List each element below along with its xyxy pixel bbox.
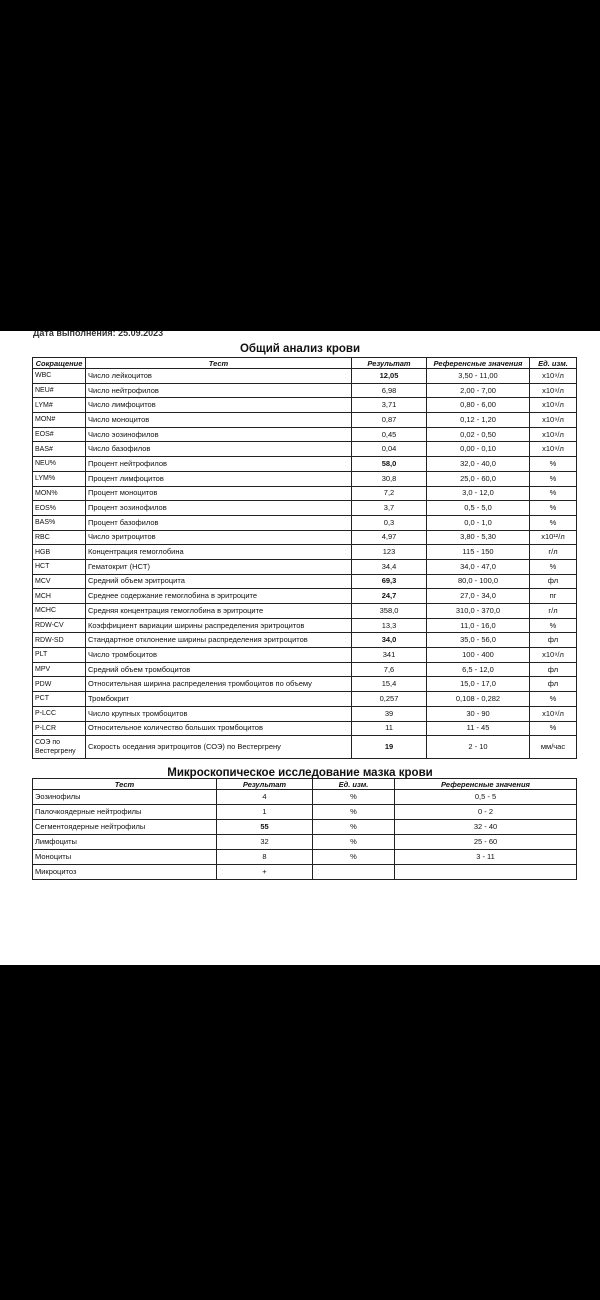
table-header-row [33,779,577,790]
cell-abbr: RDW-SD [33,633,86,648]
cell-result: 0,257 [352,692,427,707]
cell-reference: 27,0 - 34,0 [427,589,530,604]
header-reference: Референсные значения [427,358,530,369]
cell-result: 8 [217,850,313,865]
cell-test: Число лейкоцитов [86,369,352,384]
cell-test: Число моноцитов [86,413,352,428]
cell-unit: % [313,790,395,805]
cell-unit: x10⁹/л [530,369,577,384]
report-date-line: Дата выполнения: 25.09.2023 [33,331,164,338]
cell-reference: 32,0 - 40,0 [427,457,530,472]
cell-unit: % [530,721,577,736]
cell-reference: 15,0 - 17,0 [427,677,530,692]
cell-reference: 0,02 - 0,50 [427,427,530,442]
cell-result: 0,45 [352,427,427,442]
cell-abbr: BAS% [33,515,86,530]
cell-reference [395,865,577,880]
header-unit: Ед. изм. [530,358,577,369]
cell-result: 15,4 [352,677,427,692]
table-row [33,398,577,413]
cell-test: Число эозинофилов [86,427,352,442]
table-row [33,648,577,663]
table-row [33,369,577,384]
header-test: Тест [86,358,352,369]
smear-table [32,778,577,880]
cell-result: 4,97 [352,530,427,545]
cell-test: Эозинофилы [33,790,217,805]
cell-abbr: MON# [33,413,86,428]
cell-abbr: MCV [33,574,86,589]
cell-reference: 32 - 40 [395,820,577,835]
cell-test: Коэффициент вариации ширины распределения эритроцитов [86,618,352,633]
cell-unit: x10⁹/л [530,383,577,398]
cell-reference: 0,5 - 5,0 [427,501,530,516]
cell-test: Процент моноцитов [86,486,352,501]
cell-unit: x10⁹/л [530,706,577,721]
cell-result: 0,87 [352,413,427,428]
cell-test: Сегментоядерные нейтрофилы [33,820,217,835]
cell-reference: 0 - 2 [395,805,577,820]
cell-unit: x10¹²/л [530,530,577,545]
cell-result: 30,8 [352,471,427,486]
cell-test: Процент лимфоцитов [86,471,352,486]
cell-result: 358,0 [352,604,427,619]
cell-abbr: RDW-CV [33,618,86,633]
table-row [33,835,577,850]
cell-test: Число тромбоцитов [86,648,352,663]
cell-reference: 25 - 60 [395,835,577,850]
cell-unit: x10⁹/л [530,427,577,442]
blood-test-rows [33,369,577,759]
cell-test: Число эритроцитов [86,530,352,545]
cell-test: Средний объем тромбоцитов [86,662,352,677]
table-row [33,486,577,501]
cell-test: Гематокрит (HCT) [86,559,352,574]
cell-result: + [217,865,313,880]
cell-reference: 310,0 - 370,0 [427,604,530,619]
table-row [33,427,577,442]
report-title: Общий анализ крови [239,343,361,355]
cell-unit: % [313,850,395,865]
cell-reference: 0,00 - 0,10 [427,442,530,457]
cell-result: 0,3 [352,515,427,530]
cell-reference: 0,0 - 1,0 [427,515,530,530]
cell-test: Скорость оседания эритроцитов (СОЭ) по Вестергрену [86,736,352,759]
cell-result: 19 [352,736,427,759]
table-row [33,721,577,736]
table-row [33,589,577,604]
table-row [33,805,577,820]
cell-test: Процент нейтрофилов [86,457,352,472]
header-unit: Ед. изм. [313,779,395,790]
cell-test: Процент базофилов [86,515,352,530]
table-row [33,633,577,648]
cell-unit: % [530,457,577,472]
cell-abbr: BAS# [33,442,86,457]
cell-abbr: PLT [33,648,86,663]
cell-test: Моноциты [33,850,217,865]
header-test: Тест [33,779,217,790]
header-abbr: Сокращение [33,358,86,369]
cell-unit: x10⁹/л [530,398,577,413]
cell-reference: 2,00 - 7,00 [427,383,530,398]
cell-abbr: HCT [33,559,86,574]
cell-reference: 0,12 - 1,20 [427,413,530,428]
cell-abbr: СОЭ по Вестергрену [33,736,86,759]
cell-result: 1 [217,805,313,820]
cell-reference: 3,50 - 11,00 [427,369,530,384]
cell-unit: фл [530,633,577,648]
cell-result: 341 [352,648,427,663]
cell-abbr: EOS% [33,501,86,516]
table-row [33,383,577,398]
cell-abbr: EOS# [33,427,86,442]
cell-abbr: MPV [33,662,86,677]
table-row [33,790,577,805]
cell-result: 0,04 [352,442,427,457]
table-row [33,501,577,516]
header-reference: Референсные значения [395,779,577,790]
table-row [33,413,577,428]
table-row [33,471,577,486]
cell-result: 34,0 [352,633,427,648]
cell-reference: 0,108 - 0,282 [427,692,530,707]
cell-unit: г/л [530,545,577,560]
cell-reference: 11 - 45 [427,721,530,736]
cell-reference: 6,5 - 12,0 [427,662,530,677]
cell-reference: 25,0 - 60,0 [427,471,530,486]
cell-result: 13,3 [352,618,427,633]
cell-abbr: P-LCR [33,721,86,736]
cell-result: 39 [352,706,427,721]
cell-unit: % [530,501,577,516]
cell-abbr: RBC [33,530,86,545]
cell-reference: 115 - 150 [427,545,530,560]
cell-reference: 0,5 - 5 [395,790,577,805]
cell-result: 12,05 [352,369,427,384]
cell-unit: % [313,835,395,850]
cell-unit: % [530,471,577,486]
cell-abbr: MON% [33,486,86,501]
cell-result: 3,71 [352,398,427,413]
cell-abbr: WBC [33,369,86,384]
cell-unit: % [530,515,577,530]
header-result: Результат [352,358,427,369]
cell-reference: 3,0 - 12,0 [427,486,530,501]
cell-reference: 80,0 - 100,0 [427,574,530,589]
table-row [33,618,577,633]
cell-abbr: LYM# [33,398,86,413]
table-row [33,865,577,880]
cell-result: 4 [217,790,313,805]
cell-test: Микроцитоз [33,865,217,880]
cell-unit: % [530,559,577,574]
cell-abbr: HGB [33,545,86,560]
table-row [33,442,577,457]
cell-test: Относительная ширина распределения тромбоцитов по объему [86,677,352,692]
cell-abbr: PDW [33,677,86,692]
table-row [33,662,577,677]
table-header-row [33,358,577,369]
table-row [33,850,577,865]
cell-reference: 11,0 - 16,0 [427,618,530,633]
cell-unit: % [530,486,577,501]
cell-abbr: MCH [33,589,86,604]
cell-unit: пг [530,589,577,604]
table-row [33,692,577,707]
table-row [33,706,577,721]
cell-result: 3,7 [352,501,427,516]
table-row [33,820,577,835]
cell-test: Тромбокрит [86,692,352,707]
smear-rows [33,790,577,880]
table-row [33,515,577,530]
cell-reference: 100 - 400 [427,648,530,663]
cell-result: 34,4 [352,559,427,574]
cell-reference: 3,80 - 5,30 [427,530,530,545]
cell-abbr: LYM% [33,471,86,486]
micro-title: Микроскопическое исследование мазка крови [167,767,433,779]
cell-result: 123 [352,545,427,560]
cell-test: Число нейтрофилов [86,383,352,398]
cell-result: 7,2 [352,486,427,501]
cell-unit: % [313,820,395,835]
cell-test: Лимфоциты [33,835,217,850]
cell-reference: 34,0 - 47,0 [427,559,530,574]
cell-test: Процент эозинофилов [86,501,352,516]
cell-test: Число лимфоцитов [86,398,352,413]
cell-abbr: NEU% [33,457,86,472]
cell-unit: x10⁹/л [530,648,577,663]
cell-abbr: MCHC [33,604,86,619]
cell-test: Средняя концентрация гемоглобина в эритроците [86,604,352,619]
cell-result: 58,0 [352,457,427,472]
cell-result: 55 [217,820,313,835]
cell-test: Палочкоядерные нейтрофилы [33,805,217,820]
cell-result: 24,7 [352,589,427,604]
cell-result: 6,98 [352,383,427,398]
cell-unit: фл [530,662,577,677]
cell-abbr: PCT [33,692,86,707]
cell-unit [313,865,395,880]
cell-reference: 2 - 10 [427,736,530,759]
cell-unit: % [530,692,577,707]
cell-unit: фл [530,574,577,589]
table-row [33,530,577,545]
cell-result: 32 [217,835,313,850]
table-row [33,574,577,589]
table-row [33,677,577,692]
cell-result: 11 [352,721,427,736]
table-row [33,545,577,560]
cell-unit: г/л [530,604,577,619]
cell-unit: фл [530,677,577,692]
cell-unit: мм/час [530,736,577,759]
blood-test-table [32,357,577,759]
cell-reference: 3 - 11 [395,850,577,865]
cell-result: 7,6 [352,662,427,677]
cell-unit: % [313,805,395,820]
cell-test: Средний объем эритроцита [86,574,352,589]
cell-unit: % [530,618,577,633]
cell-abbr: NEU# [33,383,86,398]
cell-test: Стандартное отклонение ширины распределения эритроцитов [86,633,352,648]
table-row [33,457,577,472]
lab-report-sheet [0,331,600,965]
cell-test: Число крупных тромбоцитов [86,706,352,721]
table-row [33,736,577,759]
cell-reference: 0,80 - 6,00 [427,398,530,413]
cell-unit: x10⁹/л [530,442,577,457]
cell-reference: 35,0 - 56,0 [427,633,530,648]
cell-test: Относительное количество больших тромбоцитов [86,721,352,736]
cell-test: Концентрация гемоглобина [86,545,352,560]
cell-result: 69,3 [352,574,427,589]
cell-test: Число базофилов [86,442,352,457]
cell-reference: 30 - 90 [427,706,530,721]
cell-unit: x10⁹/л [530,413,577,428]
table-row [33,559,577,574]
header-result: Результат [217,779,313,790]
cell-abbr: P-LCC [33,706,86,721]
table-row [33,604,577,619]
cell-test: Среднее содержание гемоглобина в эритроците [86,589,352,604]
